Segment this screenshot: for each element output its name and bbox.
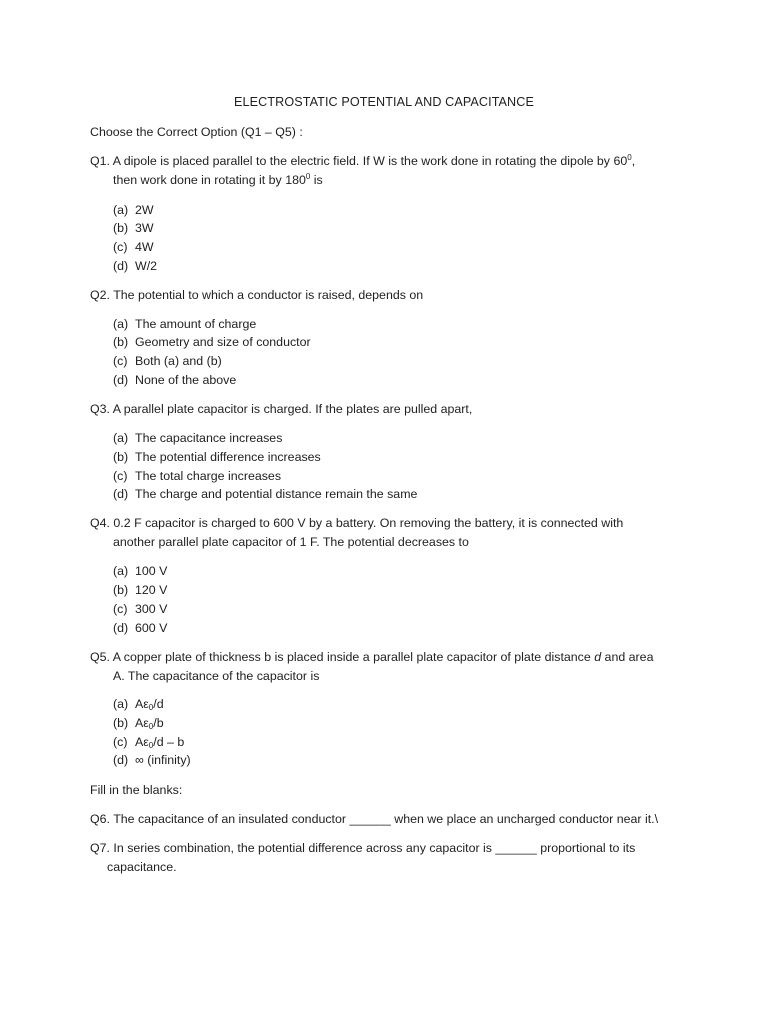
option-formula: Aε xyxy=(135,735,149,749)
question-4-line-1: Q4. 0.2 F capacitor is charged to 600 V by a battery. On removing the battery, it is connected with xyxy=(90,516,624,530)
question-5-text-a: Q5. A copper plate of thickness b is placed inside a parallel plate capacitor of plate distance xyxy=(90,650,595,664)
option-text: None of the above xyxy=(135,373,237,387)
question-5-italic-d: d xyxy=(594,650,602,664)
option-formula-tail: /d xyxy=(153,697,164,711)
question-7-line-2: capacitance. xyxy=(107,860,177,874)
option-text: 2W xyxy=(135,203,154,217)
option-label: (d) xyxy=(113,753,129,767)
option-label: (c) xyxy=(113,602,128,616)
option-label: (c) xyxy=(113,240,128,254)
subscript-zero: 0 xyxy=(148,722,154,731)
option-text: 4W xyxy=(135,240,154,254)
option-q1-a xyxy=(113,202,154,218)
degree-superscript: 0 xyxy=(627,153,632,162)
option-label: (c) xyxy=(113,735,128,749)
option-q3-b xyxy=(113,449,321,465)
option-q5-b xyxy=(113,715,164,731)
question-1-text-c: then work done in rotating it by 180 xyxy=(113,173,306,187)
question-5-line-2: A. The capacitance of the capacitor is xyxy=(113,669,320,683)
option-q4-b xyxy=(113,582,167,598)
option-label: (a) xyxy=(113,564,129,578)
option-q3-c xyxy=(113,468,281,484)
option-text: Both (a) and (b) xyxy=(135,354,222,368)
option-text: Geometry and size of conductor xyxy=(135,335,311,349)
option-label: (a) xyxy=(113,697,129,711)
option-label: (b) xyxy=(113,583,129,597)
option-label: (a) xyxy=(113,317,129,331)
option-q3-a xyxy=(113,430,282,446)
option-text: ∞ (infinity) xyxy=(135,753,191,767)
option-q5-c xyxy=(113,734,184,750)
option-text: The charge and potential distance remain the same xyxy=(135,487,418,501)
option-label: (d) xyxy=(113,487,129,501)
section-instruction-fill-blanks: Fill in the blanks: xyxy=(90,783,183,797)
question-3-line-1: Q3. A parallel plate capacitor is charged. If the plates are pulled apart, xyxy=(90,402,473,416)
question-4-line-2: another parallel plate capacitor of 1 F. The potential decreases to xyxy=(113,535,469,549)
option-text: The potential difference increases xyxy=(135,450,321,464)
option-label: (d) xyxy=(113,621,129,635)
option-text: The total charge increases xyxy=(135,469,282,483)
question-7-line-1: Q7. In series combination, the potential difference across any capacitor is ______ proportional to its xyxy=(90,841,636,855)
question-1-text-b: , xyxy=(631,154,636,168)
option-q3-d xyxy=(113,486,417,502)
option-q2-d xyxy=(113,372,236,388)
option-q1-d xyxy=(113,258,157,274)
option-q2-a xyxy=(113,316,256,332)
option-q2-b xyxy=(113,334,311,350)
option-text: 300 V xyxy=(135,602,168,616)
question-1-text-a: Q1. A dipole is placed parallel to the electric field. If W is the work done in rotating the dipole by 60 xyxy=(90,154,628,168)
subscript-zero: 0 xyxy=(148,703,154,712)
document-title: ELECTROSTATIC POTENTIAL AND CAPACITANCE xyxy=(234,95,534,109)
option-q4-d xyxy=(113,620,167,636)
question-1-text-d: is xyxy=(310,173,323,187)
question-1-line-1 xyxy=(90,153,635,169)
option-label: (c) xyxy=(113,469,128,483)
question-2-line-1: Q2. The potential to which a conductor is raised, depends on xyxy=(90,288,424,302)
question-5-text-b: and area xyxy=(601,650,654,664)
option-text: 100 V xyxy=(135,564,168,578)
option-q5-d xyxy=(113,752,191,768)
option-label: (b) xyxy=(113,221,129,235)
option-label: (b) xyxy=(113,716,129,730)
option-text: The capacitance increases xyxy=(135,431,283,445)
option-label: (b) xyxy=(113,450,129,464)
question-6-line-1: Q6. The capacitance of an insulated conductor ______ when we place an uncharged conductor near it.\ xyxy=(90,812,659,826)
option-formula: Aε xyxy=(135,716,149,730)
option-q1-b xyxy=(113,220,154,236)
option-q5-a xyxy=(113,696,164,712)
option-text: W/2 xyxy=(135,259,158,273)
option-label: (a) xyxy=(113,203,129,217)
option-label: (a) xyxy=(113,431,129,445)
option-text: The amount of charge xyxy=(135,317,257,331)
degree-superscript: 0 xyxy=(305,172,311,181)
option-formula-tail: /d – b xyxy=(153,735,185,749)
option-label: (d) xyxy=(113,373,129,387)
option-formula: Aε xyxy=(135,697,149,711)
option-label: (c) xyxy=(113,354,128,368)
question-5-line-1 xyxy=(90,649,653,665)
section-instruction-mcq: Choose the Correct Option (Q1 – Q5) : xyxy=(90,125,303,139)
option-label: (b) xyxy=(113,335,129,349)
option-q4-a xyxy=(113,563,167,579)
option-formula-tail: /b xyxy=(153,716,164,730)
subscript-zero: 0 xyxy=(148,741,154,750)
question-1-line-2 xyxy=(113,172,323,188)
option-text: 600 V xyxy=(135,621,168,635)
option-q4-c xyxy=(113,601,167,617)
option-label: (d) xyxy=(113,259,129,273)
option-text: 120 V xyxy=(135,583,168,597)
option-text: 3W xyxy=(135,221,154,235)
option-q1-c xyxy=(113,239,154,255)
option-q2-c xyxy=(113,353,222,369)
